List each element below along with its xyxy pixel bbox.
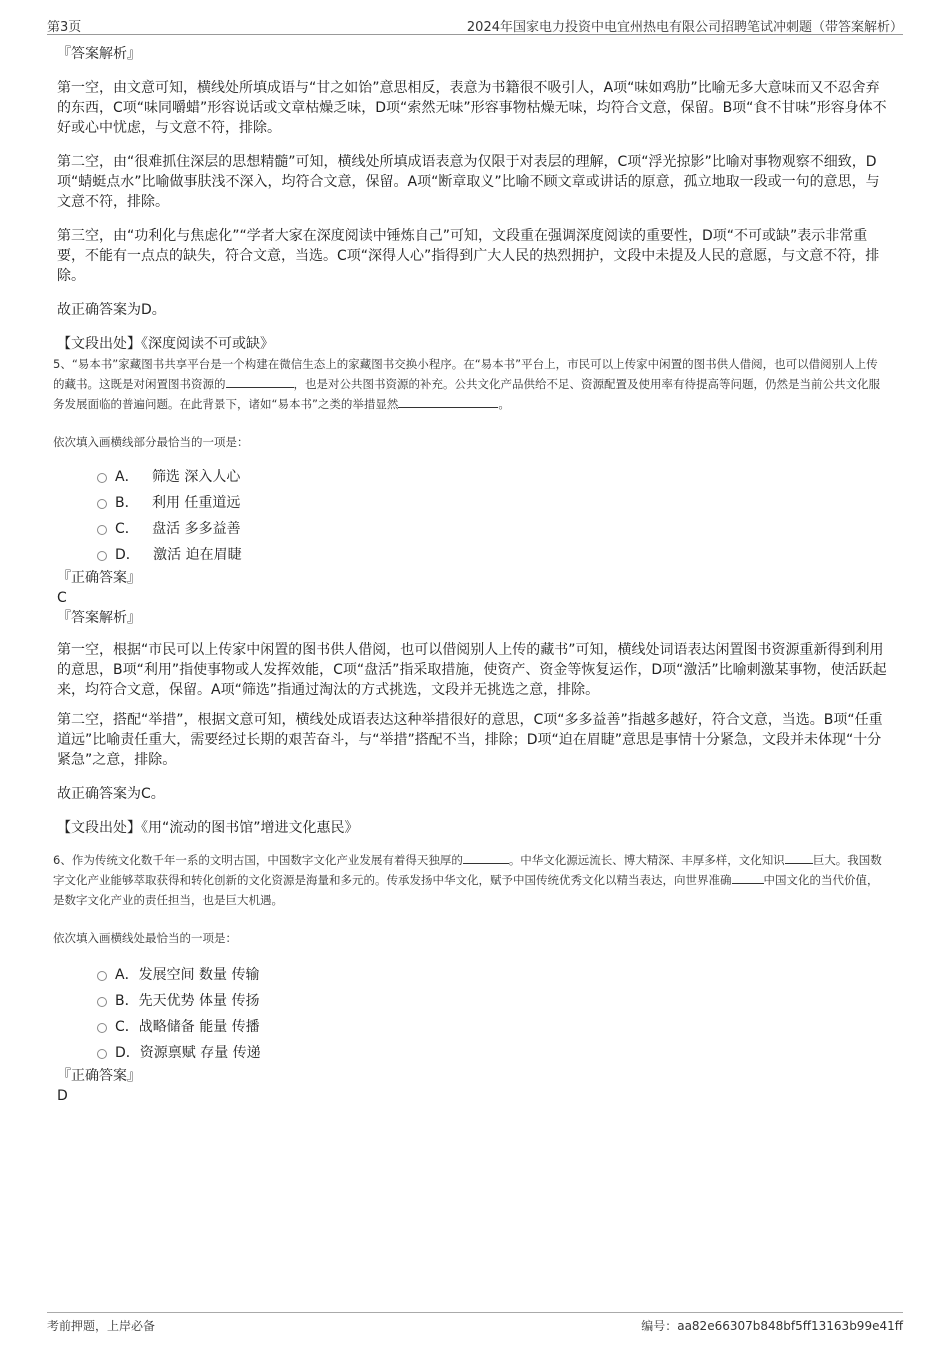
conclusion: 故正确答案为C。 [57, 786, 165, 802]
document-title: 2024年国家电力投资中电宜州热电有限公司招聘笔试冲刺题（带答案解析） [466, 20, 903, 35]
document-id: 编号：aa82e66307b848bf5ff13163b99e41ff [641, 1319, 903, 1333]
correct-answer-label: 『正确答案』 [57, 1068, 141, 1084]
correct-answer-label: 『正确答案』 [57, 570, 141, 586]
option-b[interactable]: B．先天优势 体量 传扬 [57, 988, 887, 1014]
footer-slogan: 考前押题，上岸必备 [47, 1319, 156, 1333]
page-content [53, 44, 887, 1106]
radio-icon[interactable] [97, 551, 107, 561]
analysis-paragraph: 第三空，由“功利化与焦虑化”“学者大家在深度阅读中锤炼自己”可知，文段重在强调深度阅读的重要性，D项“不可或缺”表示非常重要，不能有一点点的缺失，符合文意，当选。C项“深得人心”指得到广大人民的热烈拥护，文段中未提及人民的意愿，与文意不符，排除。 [57, 228, 880, 284]
fill-blank [398, 395, 498, 408]
source-citation: 【文段出处】《深度阅读不可或缺》 [57, 336, 274, 352]
option-a[interactable]: A．发展空间 数量 传输 [57, 962, 887, 988]
fill-blank [226, 375, 294, 388]
option-a[interactable]: A． 筛选 深入人心 [57, 464, 887, 490]
question-5-stem: 5、“易本书”家藏图书共享平台是一个构建在微信生态上的家藏图书交换小程序。在“易本书”平台上，市民可以上传家中闲置的图书供人借阅，也可以借阅别人上传的藏书。这既是对闲置图书资源的 ，也是对公共图书资源的补充。公共文化产品供给不足、资源配置及使用率有待提高等问题，仍然是当前公共文化服务发展面临的普遍问题。在此背景下，诸如“易本书”之类的举措显然 。 [53, 357, 880, 411]
analysis-paragraph: 第二空，由“很难抓住深层的思想精髓”可知，横线处所填成语表意为仅限于对表层的理解，C项“浮光掠影”比喻对事物观察不细致，D项“蜻蜓点水”比喻做事肤浅不深入，均符合文意，保留。A项“断章取义”比喻不顾文章或讲话的原意，孤立地取一段或一句的意思，与文意不符，排除。 [57, 154, 880, 210]
page-footer [47, 1312, 903, 1333]
option-b[interactable]: B． 利用 任重道远 [57, 490, 887, 516]
analysis-paragraph: 第二空，搭配“举措”，根据文意可知，横线处成语表达这种举措很好的意思，C项“多多益善”指越多越好，符合文意，当选。B项“任重道远”比喻责任重大，需要经过长期的艰苦奋斗，与“举措”搭配不当，排除；D项“迫在眉睫”意思是事情十分紧急，文段并未体现“十分紧急”之意，排除。 [57, 712, 883, 768]
page-number: 第3页 [47, 20, 82, 35]
radio-icon[interactable] [97, 499, 107, 509]
option-c[interactable]: C．战略储备 能量 传播 [57, 1014, 887, 1040]
fill-blank [785, 851, 813, 864]
analysis-label: 『答案解析』 [57, 610, 141, 626]
correct-answer: C [57, 590, 67, 606]
radio-icon[interactable] [97, 997, 107, 1007]
question-6-stem: 6、作为传统文化数千年一系的文明古国，中国数字文化产业发展有着得天独厚的 。中华文化源远流长、博大精深、丰厚多样，文化知识 巨大。我国数字文化产业能够萃取获得和转化创新的文化资源是海量和多元的。传承发扬中华文化，赋予中国传统优秀文化以精当表达，向世界准确 中国文化的当代价值，是数字文化产业的责任担当，也是巨大机遇。 [53, 853, 882, 907]
radio-icon[interactable] [97, 525, 107, 535]
radio-icon[interactable] [97, 1023, 107, 1033]
option-c[interactable]: C． 盘活 多多益善 [57, 516, 887, 542]
correct-answer: D [57, 1088, 68, 1104]
fill-blank [732, 871, 764, 884]
analysis-paragraph: 第一空，根据“市民可以上传家中闲置的图书供人借阅，也可以借阅别人上传的藏书”可知，横线处词语表达闲置图书资源重新得到利用的意思，B项“利用”指使事物或人发挥效能，C项“盘活”指采取措施，使资产、资金等恢复运作，D项“激活”比喻刺激某事物，使活跃起来，均符合文意，保留。A项“筛选”指通过淘汰的方式挑选，文段并无挑选之意，排除。 [57, 642, 887, 698]
radio-icon[interactable] [97, 971, 107, 981]
page-header [47, 14, 903, 35]
conclusion: 故正确答案为D。 [57, 302, 166, 318]
radio-icon[interactable] [97, 1049, 107, 1059]
question-instruction: 依次填入画横线部分最恰当的一项是： [53, 435, 249, 449]
option-d[interactable]: D． 激活 迫在眉睫 [57, 542, 887, 568]
question-instruction: 依次填入画横线处最恰当的一项是： [53, 931, 237, 945]
source-citation: 【文段出处】《用“流动的图书馆”增进文化惠民》 [57, 820, 359, 836]
analysis-label: 『答案解析』 [57, 46, 141, 62]
option-d[interactable]: D．资源禀赋 存量 传递 [57, 1040, 887, 1066]
analysis-paragraph: 第一空，由文意可知，横线处所填成语与“甘之如饴”意思相反，表意为书籍很不吸引人，A项“味如鸡肋”比喻无多大意味而又不忍舍弃的东西，C项“味同嚼蜡”形容说话或文章枯燥乏味，D项“索然无味”形容事物枯燥无味，均符合文意，保留。B项“食不甘味”形容身体不好或心中忧虑，与文意不符，排除。 [57, 80, 887, 136]
radio-icon[interactable] [97, 473, 107, 483]
fill-blank [463, 851, 509, 864]
